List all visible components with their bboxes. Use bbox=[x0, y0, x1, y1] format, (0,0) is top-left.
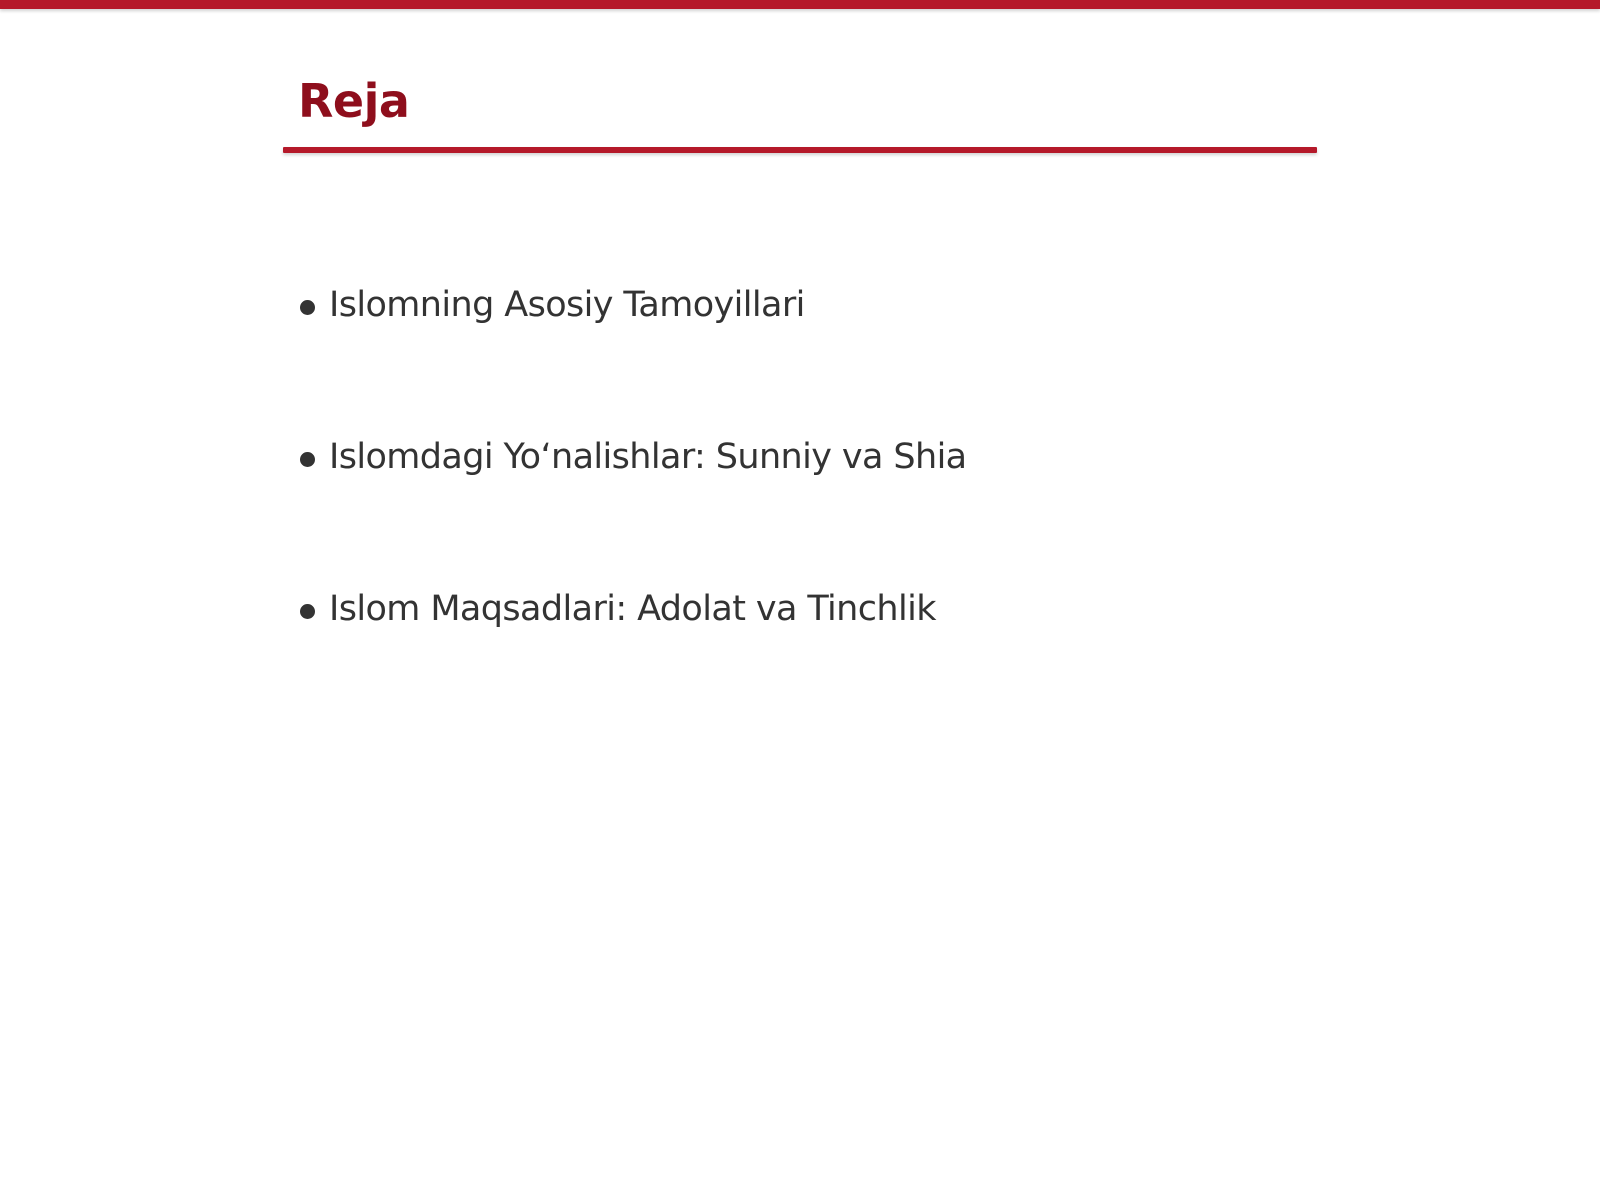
bullet-dot-icon bbox=[300, 452, 315, 467]
bullet-item-directions bbox=[300, 422, 967, 492]
title-underline bbox=[283, 147, 1317, 153]
top-accent-bar bbox=[0, 0, 1600, 9]
bullet-item-goals bbox=[300, 574, 936, 644]
bullet-item-principles bbox=[300, 270, 805, 340]
bullet-text: Islomning Asosiy Tamoyillari bbox=[329, 285, 805, 325]
bullet-dot-icon bbox=[300, 300, 315, 315]
bullet-text: Islom Maqsadlari: Adolat va Tinchlik bbox=[329, 589, 936, 629]
bullet-dot-icon bbox=[300, 604, 315, 619]
slide-title: Reja bbox=[298, 74, 410, 128]
bullet-text: Islomdagi Yo‘nalishlar: Sunniy va Shia bbox=[329, 437, 967, 477]
